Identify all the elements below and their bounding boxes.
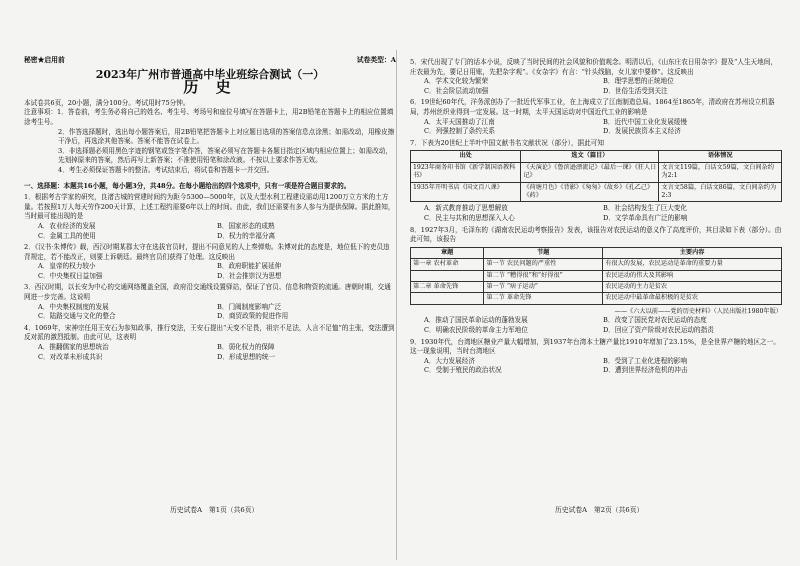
page-footer-right: 历史试卷A 第2页（共6页） bbox=[555, 506, 644, 514]
table-cell: 《荷塘月色》《背影》《匆匆》《故乡》《孔乙己》《药》 bbox=[521, 182, 659, 202]
table-row bbox=[411, 293, 782, 304]
question-stem: 8．1927年3月，毛泽东的《湖南农民运动考察报告》发表，该报告对农民运动的意义作了高度评价，其目录如下表（部分）。由此可知，该报告 bbox=[410, 225, 782, 244]
page-header bbox=[24, 56, 396, 66]
table-cell: 第一节 “痞子运动” bbox=[484, 281, 603, 292]
option-d: D．形成思想的统一 bbox=[217, 352, 276, 361]
section-heading: 一、选择题：本题共16小题，每小题3分，共48分。在每小题给出的四个选项中，只有一项是符合题目要求的。 bbox=[24, 181, 351, 190]
table-cell: 第一节 农民问题的严重性 bbox=[484, 259, 603, 270]
table-row bbox=[411, 270, 782, 281]
option-c: C．对改革未形成共识 bbox=[38, 352, 103, 361]
note-item: 注意事项：1．答卷前，考生务必将自己的姓名、考生号、考场号和座位号填写在答题卡上，用2B铅笔在答题卡上的相应位置填涂考生号。 bbox=[24, 108, 394, 126]
paper-type-label: 试卷类型：A bbox=[356, 56, 396, 64]
table-row bbox=[411, 259, 782, 270]
table-cell bbox=[411, 293, 484, 304]
table-header: 选文（篇目） bbox=[521, 151, 659, 162]
table-citation: ——《六大以前——党的历史材料》（人民出版社1980年版） bbox=[614, 307, 782, 315]
table-q8 bbox=[410, 247, 782, 305]
question-5 bbox=[410, 58, 782, 96]
option-c: C．陆路交通与文化的整合 bbox=[38, 312, 116, 321]
subject-title: 历 史 bbox=[183, 78, 237, 97]
table-cell: 《天演论》《鲁滨逊漂流记》《最后一课》《狂人日记》 bbox=[521, 162, 659, 182]
table-cell: 有很大的发展，农民运动是革命的重要力量 bbox=[603, 259, 782, 270]
option-a: A．推翻儒家的思想统治 bbox=[38, 343, 109, 352]
table-row bbox=[411, 182, 782, 202]
option-c: C．金属工具的使用 bbox=[38, 231, 96, 240]
question-stem: 5．宋代出现了专门的话本小说，反映了当时民间的社会风貌和价值观念。明清以后，《山东庄农日用杂字》提及“人生天地间，庄农最为先，要记日用账，先把杂字观”。《女杂字》有言：“针头线脑，女儿家中要修”。这反映出 bbox=[410, 58, 777, 76]
table-cell: 文言文119篇，白话文59篇，文白间杂约为2:1 bbox=[659, 162, 782, 182]
table-header: 节题 bbox=[484, 247, 603, 258]
question-stem: 6．19世纪60年代，洋务派创办了一批近代军事工业，在上海成立了江南制造总局。1864至1865年，清政府在苏州设立机器局，苏州丝织业得到一定发展。这一时期，太平天国运动对中国近代工业的影响是 bbox=[410, 98, 775, 116]
table-row bbox=[411, 162, 782, 182]
question-stem: 3．西汉时期，以长安为中心的交通网络覆盖全国，政府沿交通线设置驿站，保证了官员、信息和物资的流通。唐朝时期，交通网进一步完善。这说明 bbox=[24, 283, 391, 302]
table-cell: 文言文58篇，白话文86篇，文白间杂约为2:3 bbox=[659, 182, 782, 202]
question-9 bbox=[410, 338, 782, 376]
option-d: D．社会推崇汉为思想 bbox=[217, 271, 282, 280]
question-stem: 9．1930年代，台湾地区糖业产量大幅增加，到1937年台湾本土糖产量比1910年增加了23.15%，是全世界产糖的地区之一。这一现象说明，当时台湾地区 bbox=[410, 337, 780, 356]
option-a: A．太平天国推动了江南 bbox=[424, 117, 495, 126]
option-c: C．中央集权日益加强 bbox=[38, 271, 103, 280]
option-c: C．受制于殖民的政治状况 bbox=[424, 366, 502, 375]
table-cell: 第二节 “糟得很”和“好得很” bbox=[484, 270, 603, 281]
note-item: 4．考生必须保证答题卡的整洁。考试结束后，将试卷和答题卡一并交回。 bbox=[58, 165, 274, 174]
option-b: B．政府职能扩展延伸 bbox=[217, 262, 282, 271]
question-2 bbox=[24, 243, 396, 281]
option-b: B．门阀制度影响广泛 bbox=[217, 302, 282, 311]
option-b: B．国家形态的成熟 bbox=[217, 221, 275, 230]
table-cell: 农民运动中最革命最积极的是贫农 bbox=[603, 293, 782, 304]
page-right bbox=[410, 56, 782, 556]
option-d: D．世俗生活受到关注 bbox=[603, 86, 668, 95]
option-a: A．推动了国民革命运动的蓬勃发展 bbox=[424, 316, 528, 325]
option-b: B．弱化权力的保障 bbox=[217, 343, 275, 352]
table-row bbox=[411, 281, 782, 292]
option-b: B．近代中国工业化发展缓慢 bbox=[603, 117, 687, 126]
exam-title: 2023年广州市普通高中毕业班综合测试（一） bbox=[95, 67, 325, 81]
table-cell: 第二章 革命先锋 bbox=[411, 281, 484, 292]
question-stem: 7．下表为20世纪上半叶中国文献书名文献状况（部分），据此可知 bbox=[410, 138, 604, 147]
option-d: D．文学革命具有广泛的影响 bbox=[603, 213, 688, 222]
table-cell: 农民运动的伟大及其影响 bbox=[603, 270, 782, 281]
table-header: 章题 bbox=[411, 247, 484, 258]
page-divider bbox=[396, 50, 397, 560]
table-cell bbox=[411, 270, 484, 281]
question-1 bbox=[24, 193, 396, 241]
question-stem: 4．1069年，宋神宗任用王安石为参知政事，推行变法，王安石提出“天变不足畏，祖宗不足法，人言不足恤”的主张，变法遭到反对派的激烈抵制。由此可见，这表明 bbox=[24, 323, 395, 342]
question-6 bbox=[410, 98, 782, 136]
option-a: A．学术文化较为繁荣 bbox=[424, 77, 489, 86]
question-stem: 1．根据考古学家的研究，良渚古城的营建时间约为距今5300—5000年，以及大型水利工程建设需动用1200万立方米的土方量。若按照1万人每天劳作200天计算，上述工程约需要6年以上的时间。由此，我们还需要有多人参与为提供保障。据此推知，当时最可能出现的是 bbox=[24, 193, 395, 221]
intro-text: 本试卷共6页，20小题，满分100分。考试用时75分钟。 bbox=[24, 98, 190, 107]
page-left bbox=[24, 56, 396, 556]
option-a: A．新式教育推动了思想解放 bbox=[424, 204, 508, 213]
question-8 bbox=[410, 226, 782, 336]
question-3 bbox=[24, 283, 396, 321]
table-header: 主要内容 bbox=[603, 247, 782, 258]
option-a: A．中央集权制度的发展 bbox=[38, 302, 109, 311]
option-d: D．遭到世界经济危机的冲击 bbox=[603, 366, 688, 375]
table-cell: 1935年开明书店《国文百八课》 bbox=[411, 182, 521, 202]
option-b: B．理学思想的正统地位 bbox=[603, 77, 674, 86]
table-cell: 1923年商务印书馆《新学制国语教科书》 bbox=[411, 162, 521, 182]
table-header: 出处 bbox=[411, 151, 521, 162]
option-d: D．权力的幸福分离 bbox=[217, 231, 276, 240]
note-item: 3．非选择题必须用黑色字迹的钢笔或签字笔作答，答案必须写在答题卡各题目指定区域内相应位置上；如需改动，先划掉原来的答案，然后再写上新答案；不准使用铅笔和涂改液。不按以上要求作答无效。 bbox=[58, 146, 392, 165]
notes-block bbox=[24, 108, 396, 175]
table-cell: 第一章 农村革命 bbox=[411, 259, 484, 270]
table-cell: 农民运动的主力是贫农 bbox=[603, 281, 782, 292]
option-d: D．回应了资产阶级对农民运动的指责 bbox=[603, 325, 714, 334]
option-b: B．社会结构发生了巨大变化 bbox=[603, 204, 687, 213]
option-c: C．明确农民阶级的革命主力军地位 bbox=[424, 325, 528, 334]
option-b: B．受到了工业化进程的影响 bbox=[603, 356, 687, 365]
table-q7 bbox=[410, 150, 782, 202]
option-c: C．民主与共和的思想深入人心 bbox=[424, 213, 515, 222]
secret-label: 秘密★启用前 bbox=[24, 56, 65, 64]
note-item: 2．作答选择题时，选出每小题答案后，用2B铅笔把答题卡上对应题目选项的答案信息点涂黑；如需改动，用橡皮擦干净后，再选涂其他答案。答案不能答在试卷上。 bbox=[58, 127, 395, 146]
table-header: 语体情况 bbox=[659, 151, 782, 162]
page-footer-left: 历史试卷A 第1页（共6页） bbox=[170, 506, 259, 514]
option-b: B．改变了国民党对农民运动的态度 bbox=[603, 316, 707, 325]
option-c: C．列强控制了条约关系 bbox=[424, 127, 495, 136]
table-cell: 第二节 革命先锋 bbox=[484, 293, 603, 304]
question-4 bbox=[24, 324, 396, 362]
option-d: D．发展民族资本主义经济 bbox=[603, 127, 681, 136]
question-7 bbox=[410, 139, 782, 224]
option-a: A．大力发展经济 bbox=[424, 356, 475, 365]
question-stem: 2．《汉书·朱博传》载，西汉时期某郡太守在选拔官员时，提出不同意见的人上奏弹劾。朱博对此的态度是，地位低下的吏员违背规定，若不能改正，则要上诉朝廷。最终官员们获得了处理。这反映出 bbox=[24, 243, 390, 261]
option-a: A．农业经济的发展 bbox=[38, 221, 96, 230]
option-a: A．皇帝的权力较小 bbox=[38, 262, 96, 271]
option-c: C．社会阶层流动加强 bbox=[424, 86, 489, 95]
option-d: D．商贸政策的促进作用 bbox=[217, 312, 289, 321]
